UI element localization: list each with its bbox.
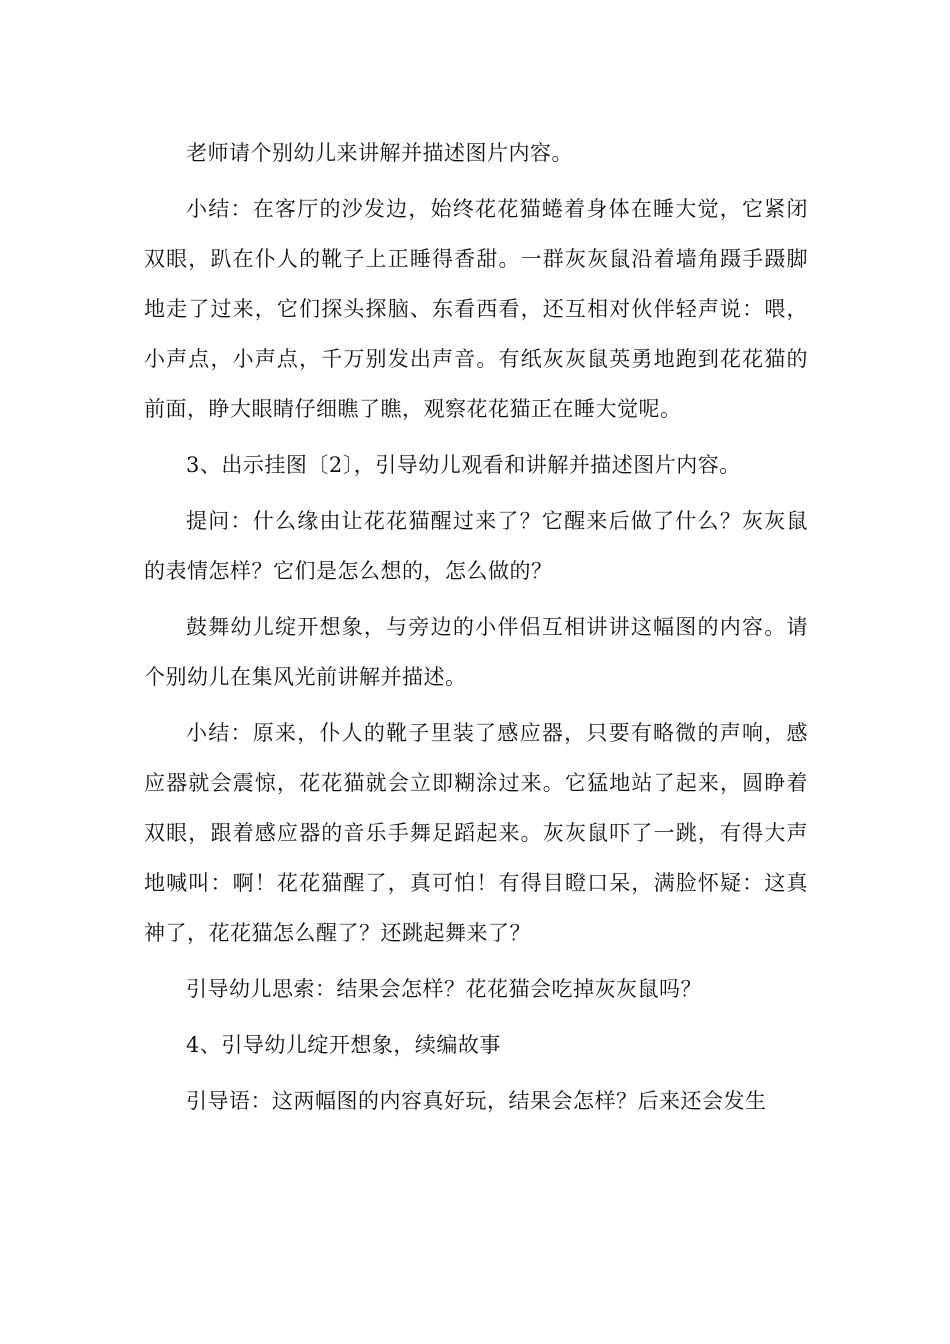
paragraph-6: 小结：原来，仆人的靴子里装了感应器，只要有略微的声响，感应器就会震惊，花花猫就会立即糊涂过来。它猛地站了起来，圆睁着双眼，跟着感应器的音乐手舞足蹈起来。灰灰鼠吓了一跳，有得大声地喊叫：啊！花花猫醒了，真可怕！有得目瞪口呆，满脸怀疑：这真神了，花花猫怎么醒了？还跳起舞来了？ [144, 721, 808, 945]
paragraph-9: 引导语：这两幅图的内容真好玩，结果会怎样？后来还会发生 [186, 1089, 767, 1113]
paragraph-5: 鼓舞幼儿绽开想象，与旁边的小伴侣互相讲讲这幅图的内容。请个别幼儿在集风光前讲解并描述。 [144, 615, 808, 689]
paragraph-1: 老师请个别幼儿来讲解并描述图片内容。 [186, 141, 573, 165]
paragraph-8: 4、引导幼儿绽开想象，续编故事 [186, 1033, 501, 1057]
paragraph-4: 提问：什么缘由让花花猫醒过来了？它醒来后做了什么？灰灰鼠的表情怎样？它们是怎么想的，怎么做的？ [144, 509, 808, 583]
document-body [144, 128, 808, 1132]
paragraph-7: 引导幼儿思索：结果会怎样？花花猫会吃掉灰灰鼠吗？ [186, 977, 702, 1001]
paragraph-3: 3、出示挂图〔2〕，引导幼儿观看和讲解并描述图片内容。 [186, 453, 741, 477]
paragraph-2: 小结：在客厅的沙发边，始终花花猫蜷着身体在睡大觉，它紧闭双眼，趴在仆人的靴子上正睡得香甜。一群灰灰鼠沿着墙角蹑手蹑脚地走了过来，它们探头探脑、东看西看，还互相对伙伴轻声说：喂，小声点，小声点，千万别发出声音。有纸灰灰鼠英勇地跑到花花猫的前面，睁大眼睛仔细瞧了瞧，观察花花猫正在睡大觉呢。 [144, 197, 808, 421]
